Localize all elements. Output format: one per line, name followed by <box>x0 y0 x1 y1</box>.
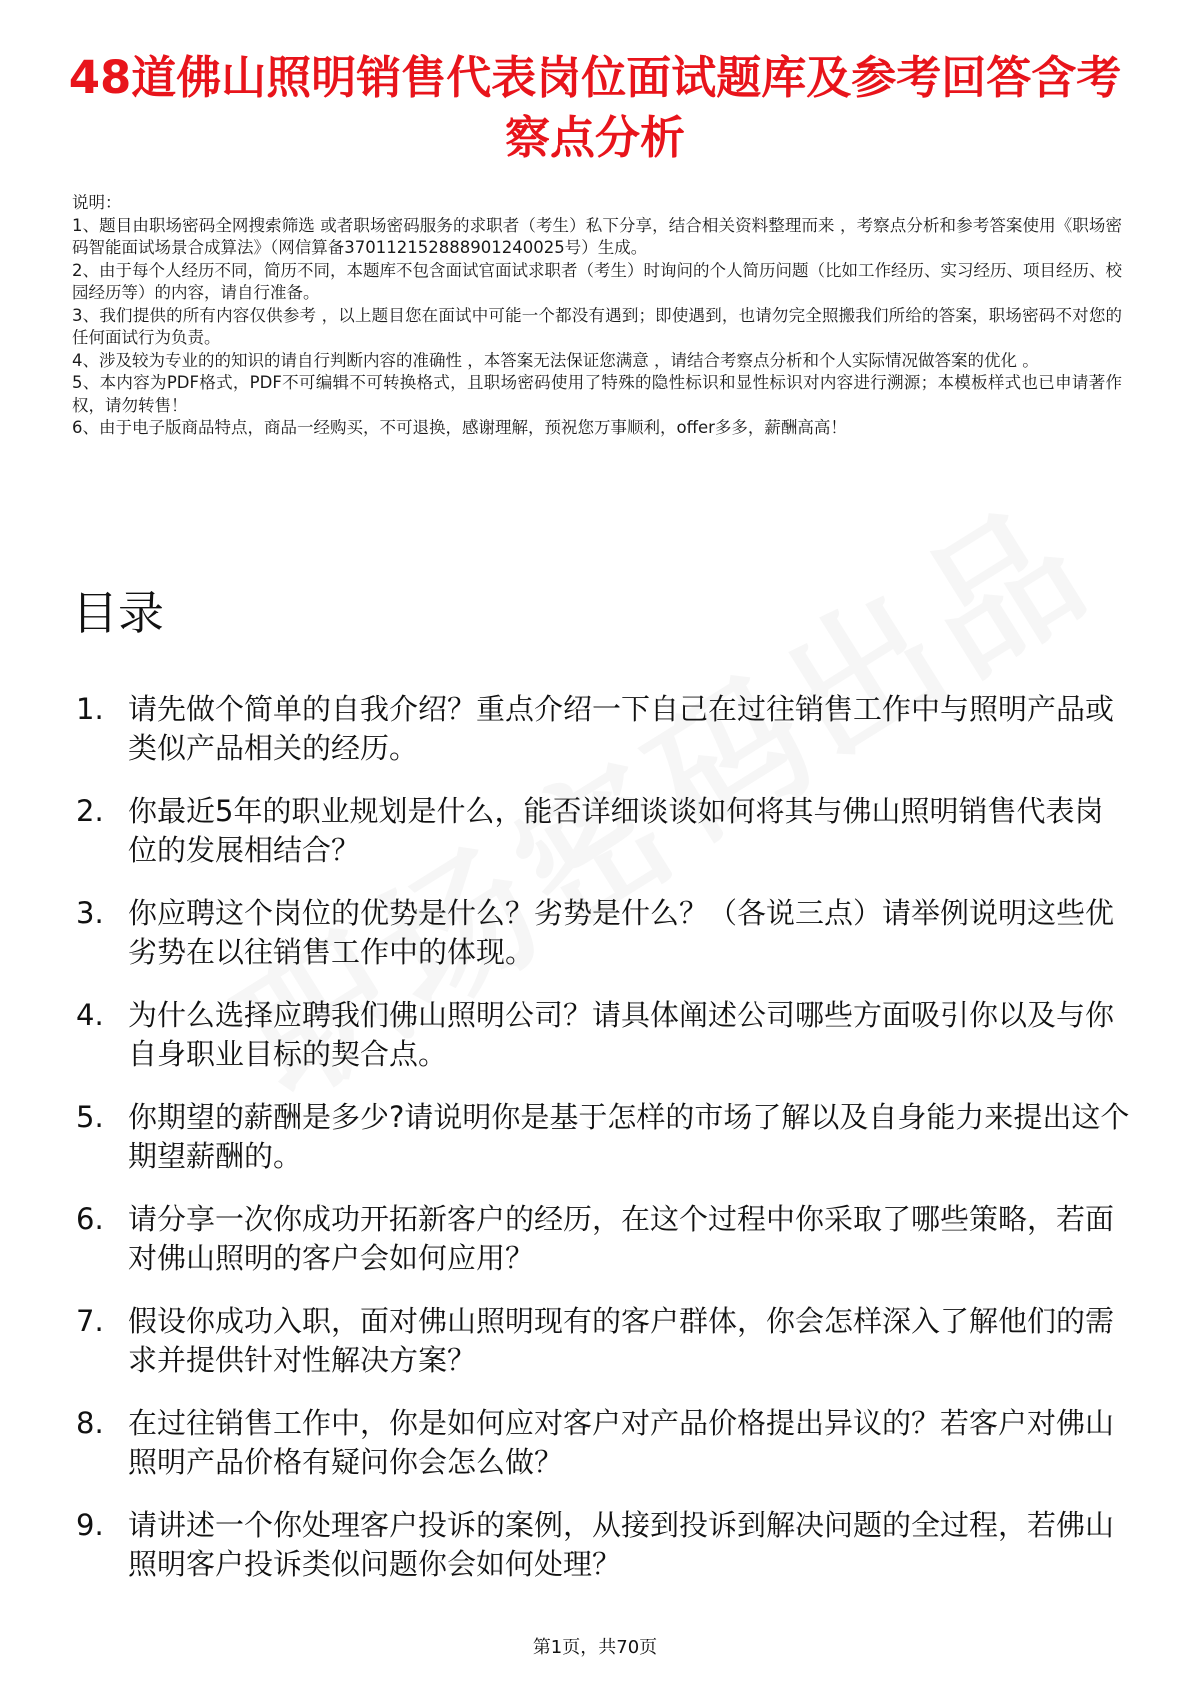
toc-item-number: 6. <box>76 1202 104 1236</box>
toc-heading: 目录 <box>72 586 164 640</box>
toc-item-text: 为什么选择应聘我们佛山照明公司？请具体阐述公司哪些方面吸引你以及与你自身职业目标的契合点。 <box>128 998 1115 1071</box>
toc-item-number: 8. <box>76 1406 104 1440</box>
toc-item[interactable] <box>72 996 1132 1074</box>
toc-item-text: 在过往销售工作中，你是如何应对客户对产品价格提出异议的？若客户对佛山照明产品价格有疑问你会怎么做？ <box>128 1406 1115 1479</box>
toc-item[interactable] <box>72 690 1132 768</box>
notes-section <box>72 192 1122 440</box>
note-item: 2、由于每个人经历不同，简历不同，本题库不包含面试官面试求职者（考生）时询问的个人简历问题（比如工作经历、实习经历、项目经历、校园经历等）的内容，请自行准备。 <box>72 260 1122 302</box>
note-item: 3、我们提供的所有内容仅供参考 ，以上题目您在面试中可能一个都没有遇到；即使遇到，也请勿完全照搬我们所给的答案，职场密码不对您的任何面试行为负责。 <box>72 305 1122 347</box>
toc-item-number: 5. <box>76 1100 104 1134</box>
document-title: 48道佛山照明销售代表岗位面试题库及参考回答含考察点分析 <box>68 51 1122 164</box>
toc-item[interactable] <box>72 1302 1132 1380</box>
toc-item-number: 4. <box>76 998 104 1032</box>
toc-item-text: 你最近5年的职业规划是什么，能否详细谈谈如何将其与佛山照明销售代表岗位的发展相结合？ <box>128 794 1104 867</box>
toc-item-text: 你应聘这个岗位的优势是什么？劣势是什么？（各说三点）请举例说明这些优劣势在以往销售工作中的体现。 <box>128 896 1115 969</box>
toc-item[interactable] <box>72 1098 1132 1176</box>
toc-item-text: 请讲述一个你处理客户投诉的案例，从接到投诉到解决问题的全过程，若佛山照明客户投诉类似问题你会如何处理？ <box>128 1508 1115 1581</box>
toc-item[interactable] <box>72 1506 1132 1584</box>
note-item: 4、涉及较为专业的的知识的请自行判断内容的准确性 ，本答案无法保证您满意 ，请结合考察点分析和个人实际情况做答案的优化 。 <box>72 350 1039 370</box>
toc-item-number: 3. <box>76 896 104 930</box>
toc-item[interactable] <box>72 1200 1132 1278</box>
toc-item[interactable] <box>72 1404 1132 1482</box>
toc-item-number: 1. <box>76 692 104 726</box>
toc-item[interactable] <box>72 792 1132 870</box>
note-item: 5、本内容为PDF格式，PDF不可编辑不可转换格式，且职场密码使用了特殊的隐性标识和显性标识对内容进行溯源；本模板样式也已申请著作权，请勿转售！ <box>72 373 1122 415</box>
page-footer: 第1页，共70页 <box>532 1637 658 1658</box>
note-item: 6、由于电子版商品特点，商品一经购买，不可退换，感谢理解，预祝您万事顺利，offer多多，薪酬高高！ <box>72 418 847 437</box>
toc-item-number: 9. <box>76 1508 104 1542</box>
toc-item-number: 7. <box>76 1304 104 1338</box>
notes-heading: 说明： <box>72 193 122 212</box>
note-item: 1、题目由职场密码全网搜索筛选 或者职场密码服务的求职者（考生）私下分享，结合相关资料整理而来 ，考察点分析和参考答案使用《职场密码智能面试场景合成算法》（网信算备370112152888901240025号）生成。 <box>72 215 1122 257</box>
toc-item-text: 请先做个简单的自我介绍？重点介绍一下自己在过往销售工作中与照明产品或类似产品相关的经历。 <box>128 692 1115 765</box>
toc-item-number: 2. <box>76 794 104 828</box>
toc-item-text: 请分享一次你成功开拓新客户的经历，在这个过程中你采取了哪些策略，若面对佛山照明的客户会如何应用？ <box>128 1202 1115 1275</box>
toc-list <box>72 690 1132 1608</box>
toc-item-text: 你期望的薪酬是多少?请说明你是基于怎样的市场了解以及自身能力来提出这个期望薪酬的。 <box>128 1100 1130 1173</box>
toc-item-text: 假设你成功入职，面对佛山照明现有的客户群体，你会怎样深入了解他们的需求并提供针对性解决方案？ <box>128 1304 1115 1377</box>
toc-item[interactable] <box>72 894 1132 972</box>
